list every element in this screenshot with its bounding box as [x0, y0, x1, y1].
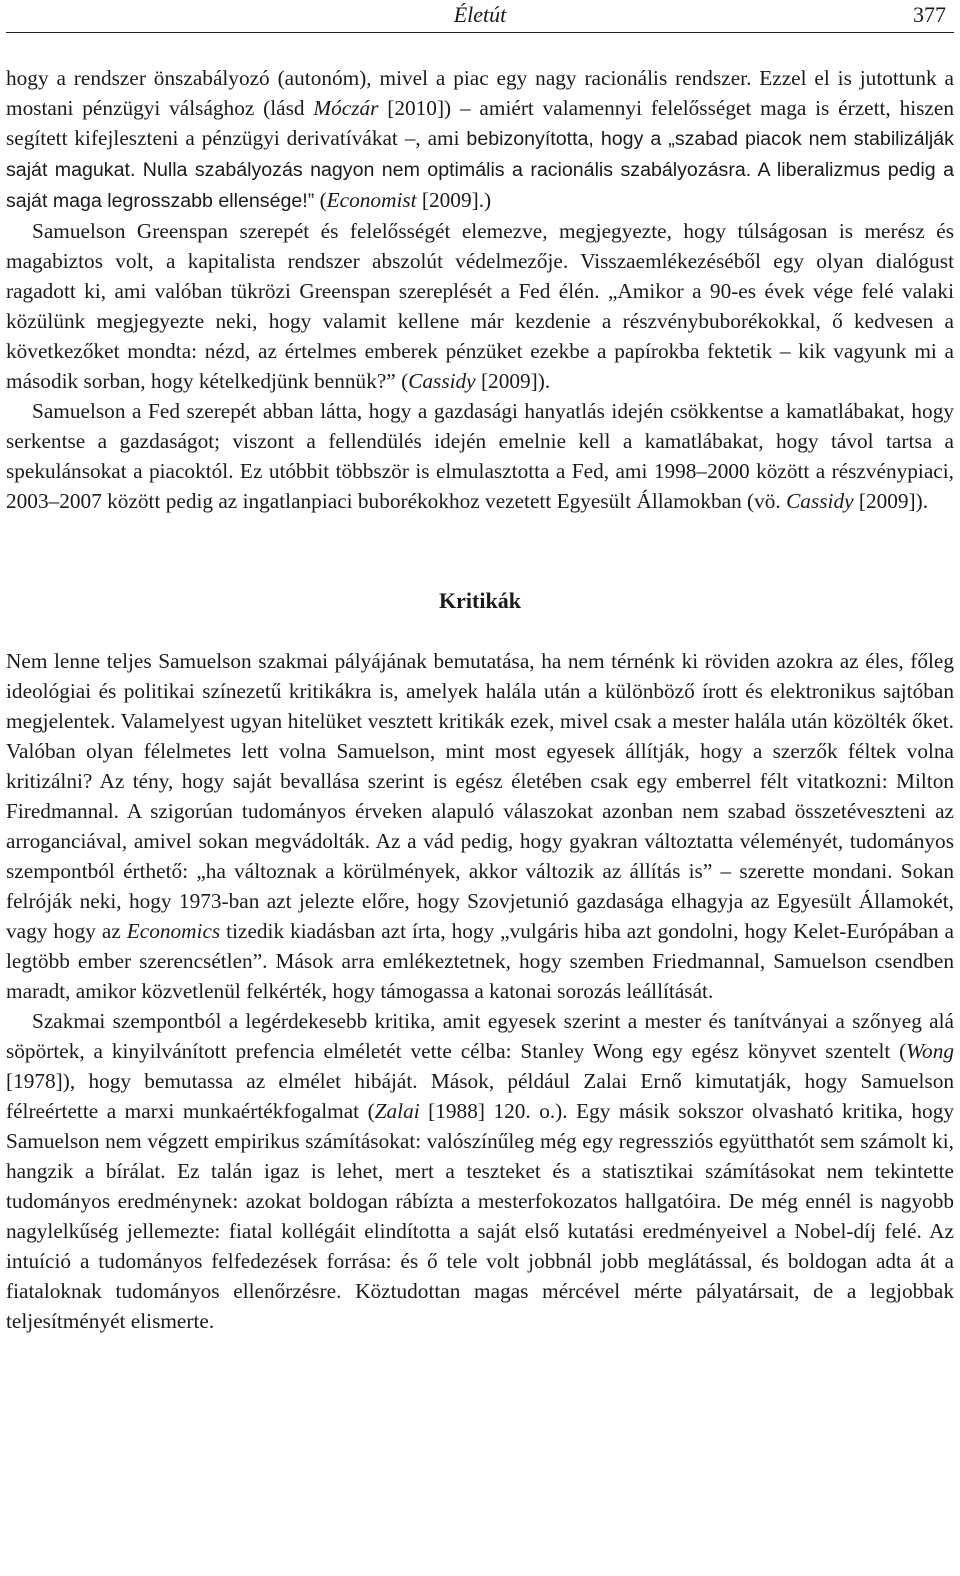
citation-author: Móczár: [313, 96, 379, 120]
citation-author: Zalai: [374, 1099, 420, 1123]
citation-author: Economics: [126, 919, 221, 943]
paragraph: [6, 1006, 954, 1336]
citation-author: Wong: [906, 1039, 954, 1063]
paragraph: [6, 216, 954, 396]
text-run: Szakmai szempontból a legérdekesebb kritika, amit egyesek szerint a mester és tanítványai a szőnyeg alá söpörtek, a kinyilvánított prefencia elméletét vette célba: Stanley Wong egy egész könyvet szentelt (: [6, 1009, 954, 1063]
paragraph: [6, 396, 954, 516]
quoted-text: bebizonyította, hogy a „szabad piacok nem stabilizálják saját magukat. Nulla szabályozás nagyon nem optimális a racionális szabályozásra. A liberalizmus pedig a saját maga legrosszabb ellensége!”: [6, 128, 954, 212]
text-run: [1978]), hogy bemutassa az elmélet hibáját. Mások, például Zalai Ernő kimutatják, hogy Samuelson félreértette a marxi munkaértékfogalmat (: [6, 1069, 954, 1123]
citation-author: Economist: [326, 188, 417, 212]
text-run: hogy a rendszer önszabályozó (autonóm), mivel a piac egy nagy racionális rendszer. Ezzel el is jutottunk a mostani pénzügyi válsághoz (lásd: [6, 66, 954, 120]
text-run: [2010]) – amiért valamennyi felelősséget maga is érzett, hiszen segített kifejleszteni a pénzügyi derivatívákat –, ami: [6, 96, 954, 150]
body-text: [6, 63, 954, 1336]
text-run: [1988] 120. o.). Egy másik sokszor olvasható kritika, hogy Samuelson nem végzett empirikus számításokat: valószínűleg még egy regressziós együtthatót sem számolt ki, hangzik a bírálat. Ez talán igaz is lehet, mert a teszteket és a statisztikai számításokat nem tekintette tudományos eredménynek: azokat boldogan rábízta a mesterfokozatos hallgatóira. De még ennél is nagyobb nagylelkűség jellemezte: fiatal kollégáit elindította a saját első kutatási eredményeivel a Nobel-díj felé. Az intuíció a tudományos felfedezések forrása: és ő tele volt jobbnál jobb meglátással, és boldogan adta át a fiataloknak tudományos ellenőrzésre. Köztudottan magas mércével mérte pályatársait, de a legjobbak teljesítményét elismerte.: [6, 1099, 954, 1333]
running-title: Életút: [453, 2, 507, 27]
section-title: Kritikák: [439, 588, 521, 613]
text-run: Samuelson Greenspan szerepét és felelősségét elemezve, megjegyezte, hogy túlságosan is merész és magabiztos volt, a kapitalista rendszer abszolút védelmezője. Visszaemlékezéséből egy olyan dialógust ragadott ki, ami valóban tükrözi Greenspan szereplését a Fed élén. „Amikor a 90-es évek vége felé valaki közülünk megjegyezte neki, hogy valamit kellene már kezdenie a részvénybuborékokkal, ő kedvesen a következőket mondta: nézd, az értelmes emberek pénzüket ezekbe a papírokba fektetik – kik vagyunk mi a második sorban, hogy kételkedjünk bennük?” (: [6, 219, 954, 393]
text-run: (: [314, 188, 327, 212]
text-run: tizedik kiadásban azt írta, hogy „vulgáris hiba azt gondolni, hogy Kelet-Európában a legtöbb ember szerencsétlen”. Mások arra emlékeztetnek, hogy szemben Friedmannal, Samuelson csendben maradt, amikor közvetlenül felkérték, hogy támogassa a katonai sorozás leállítását.: [6, 919, 954, 1003]
paragraphs-bottom: [6, 646, 954, 1336]
paragraph: [6, 646, 954, 1006]
text-run: [2009]).: [853, 489, 929, 513]
page-number: 377: [913, 2, 946, 27]
text-run: [2009]).: [475, 369, 551, 393]
citation-author: Cassidy: [786, 489, 854, 513]
paragraph: [6, 63, 954, 216]
text-run: Nem lenne teljes Samuelson szakmai pályájának bemutatása, ha nem térnénk ki röviden azokra az éles, főleg ideológiai és politikai színezetű kritikákra is, amelyek halála után a különböző írott és elektronikus sajtóban megjelentek. Valamelyest ugyan hitelüket vesztett kritikák ezek, mivel csak a mester halála után közölték őket. Valóban olyan félelmetes lett volna Samuelson, mint most egyesek állítják, hogy a szerzők féltek volna kritizálni? Az tény, hogy saját bevallása szerint is egész életében csak egy emberrel félt vitatkozni: Milton Firedmannal. A szigorúan tudományos érveken alapuló válaszokat azonban nem szabad összetéveszteni az arroganciával, amivel sokan megvádolták. Az a vád pedig, hogy gyakran változtatta véleményét, tudományos szempontból érthető: „ha változnak a körülmények, akkor változik az állítás is” – szerette mondani. Sokan felróják neki, hogy 1973-ban azt jelezte előre, hogy Szovjetunió gazdasága elhagyja az Egyesült Államokét, vagy hogy az: [6, 649, 954, 943]
text-run: Samuelson a Fed szerepét abban látta, hogy a gazdasági hanyatlás idején csökkentse a kamatlábakat, hogy serkentse a gazdaságot; viszont a fellendülés idején emelnie kell a kamatlábakat, hogy távol tartsa a spekulánsokat a piacoktól. Ez utóbbit többször is elmulasztotta a Fed, ami 1998–2000 között a részvénypiaci, 2003–2007 között pedig az ingatlanpiaci buborékokhoz vezetett Egyesült Államokban (vö.: [6, 399, 954, 513]
running-header: [6, 0, 954, 33]
citation-author: Cassidy: [408, 369, 476, 393]
paragraphs-top: [6, 63, 954, 516]
text-run: [2009].): [416, 188, 492, 212]
